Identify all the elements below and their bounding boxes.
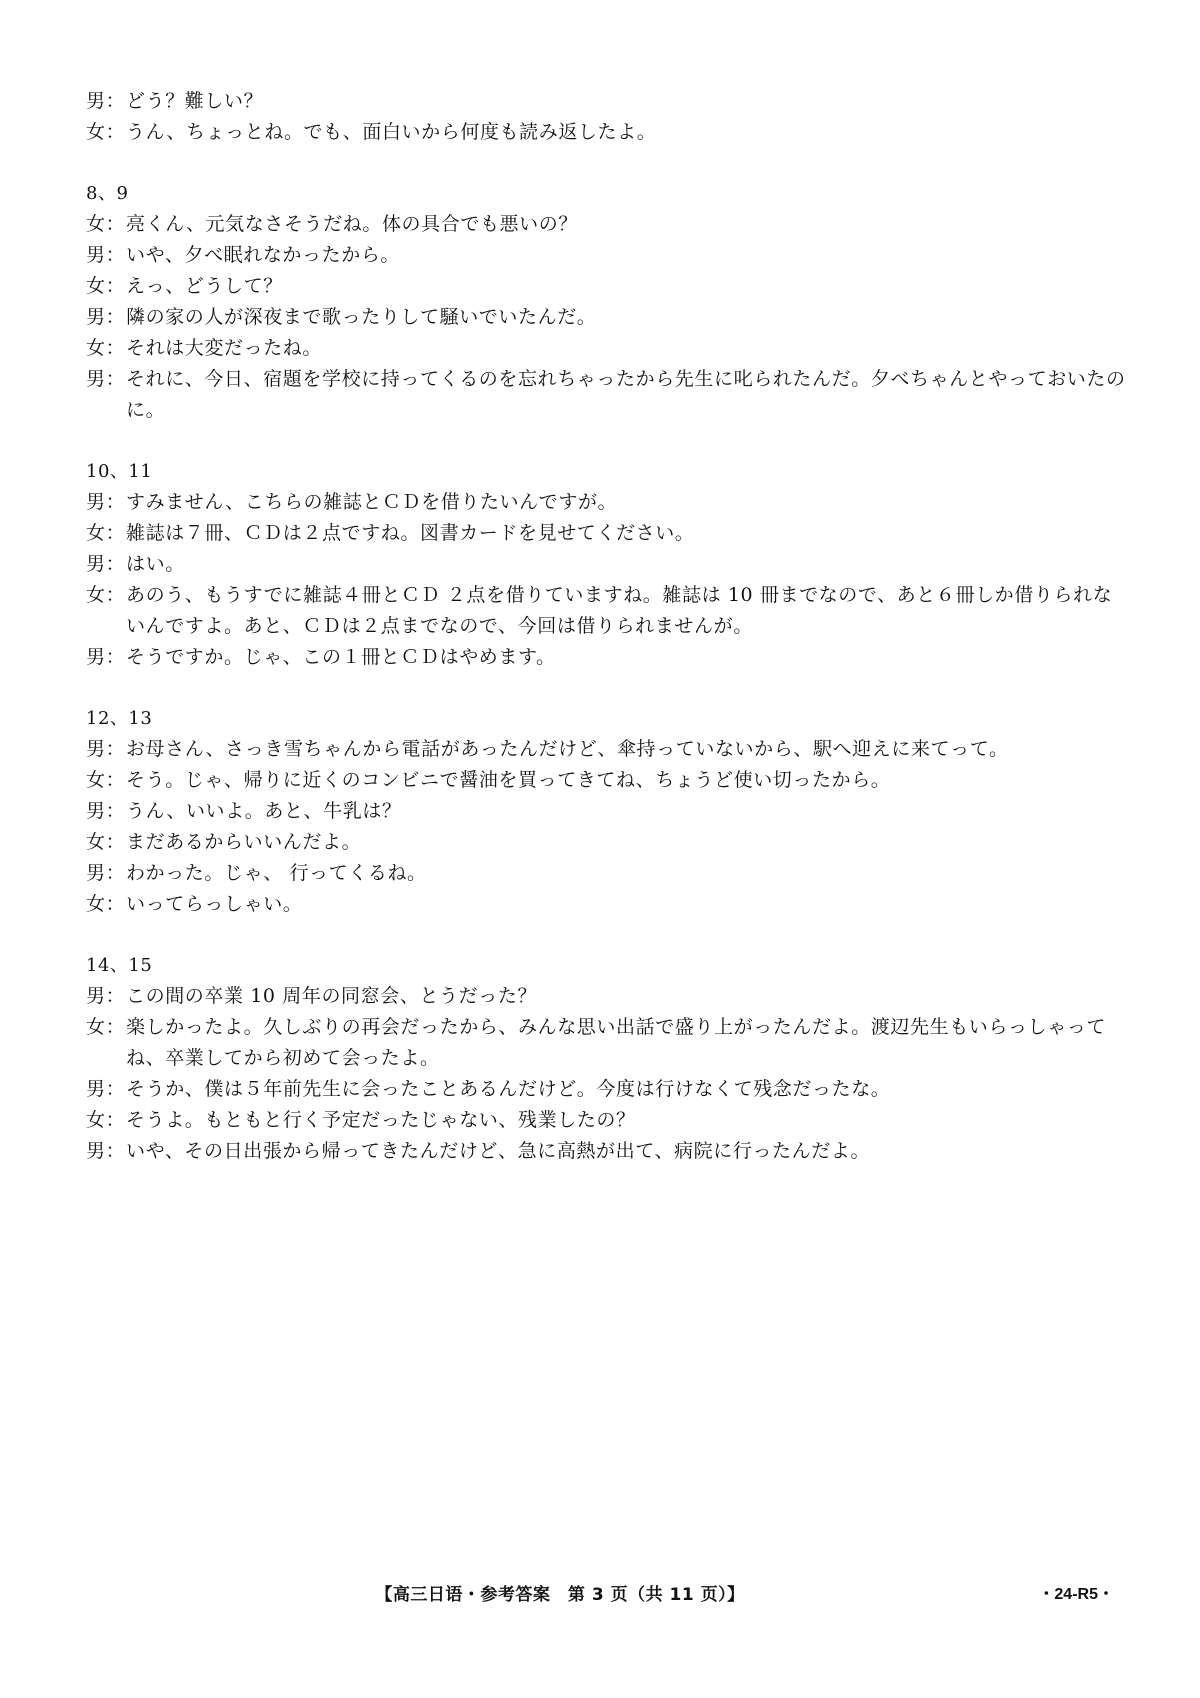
dialogue-line — [86, 240, 1126, 271]
dialogue-line — [86, 518, 1126, 549]
dialogue-text: 雑誌は７冊、ＣＤは２点ですね。図書カードを見せてください。 — [126, 522, 695, 544]
dialogue-line — [86, 1012, 1126, 1074]
dialogue-line — [86, 1105, 1126, 1136]
dialogue-line — [86, 1074, 1126, 1105]
speaker-label: 男： — [86, 90, 126, 112]
dialogue-text: いや、夕べ眠れなかったから。 — [126, 244, 401, 266]
dialogue-text: はい。 — [126, 553, 185, 575]
dialogue-section — [86, 703, 1126, 920]
speaker-label: 男： — [86, 646, 126, 668]
dialogue-text: わかった。じゃ、 行ってくるね。 — [126, 862, 427, 884]
dialogue-section — [86, 178, 1126, 426]
dialogue-line — [86, 302, 1126, 333]
dialogue-line — [86, 333, 1126, 364]
speaker-label: 男： — [86, 244, 126, 266]
section-number: 8、9 — [86, 183, 129, 204]
page-footer — [0, 1580, 1200, 1610]
dialogue-line — [86, 981, 1126, 1012]
dialogue-line — [86, 549, 1126, 580]
dialogue-section — [86, 950, 1126, 1167]
dialogue-text: いってらっしゃい。 — [126, 893, 303, 915]
dialogue-text: この間の卒業 10 周年の同窓会、とうだった？ — [126, 985, 538, 1007]
dialogue-text: えっ、どうして？ — [126, 275, 283, 297]
dialogue-line — [86, 642, 1126, 673]
section-number: 10、11 — [86, 461, 153, 482]
dialogue-text: お母さん、さっき雪ちゃんから電話があったんだけど、傘持っていないから、駅へ迎えに来てって。 — [126, 738, 1009, 760]
dialogue-text: 隣の家の人が深夜まで歌ったりして騒いでいたんだ。 — [126, 306, 597, 328]
dialogue-line — [86, 1136, 1126, 1167]
dialogue-text: どう？難しい？ — [126, 90, 264, 112]
section-number: 14、15 — [86, 955, 153, 976]
speaker-label: 男： — [86, 1078, 126, 1100]
speaker-label: 男： — [86, 738, 126, 760]
dialogue-line — [86, 86, 1126, 117]
dialogue-line — [86, 827, 1126, 858]
speaker-label: 女： — [86, 831, 126, 853]
dialogue-line — [86, 117, 1126, 148]
dialogue-text: うん、いいよ。あと、牛乳は？ — [126, 800, 402, 822]
dialogue-line — [86, 487, 1126, 518]
speaker-label: 女： — [86, 337, 126, 359]
speaker-label: 男： — [86, 368, 126, 390]
dialogue-text: そうか、僕は５年前先生に会ったことあるんだけど。今度は行けなくて残念だったな。 — [126, 1078, 891, 1100]
speaker-label: 男： — [86, 306, 126, 328]
speaker-label: 男： — [86, 491, 126, 513]
speaker-label: 男： — [86, 800, 126, 822]
dialogue-section — [86, 456, 1126, 673]
dialogue-line — [86, 889, 1126, 920]
dialogue-text: それに、今日、宿題を学校に持ってくるのを忘れちゃったから先生に叱られたんだ。夕べちゃんとやっておいたのに。 — [126, 368, 1126, 421]
speaker-label: 女： — [86, 522, 126, 544]
dialogue-text: 楽しかったよ。久しぶりの再会だったから、みんな思い出話で盛り上がったんだよ。渡辺先生もいらっしゃってね、卒業してから初めて会ったよ。 — [126, 1016, 1107, 1069]
dialogue-text: そうよ。もともと行く予定だったじゃない、残業したの？ — [126, 1109, 636, 1131]
dialogue-line — [86, 271, 1126, 302]
dialogue-line — [86, 580, 1126, 642]
dialogue-text: 亮くん、元気なさそうだね。体の具合でも悪いの？ — [126, 213, 578, 235]
dialogue-text: あのう、もうすでに雑誌４冊とＣＤ ２点を借りていますね。雑誌は 10 冊までなので、あと６冊しか借りられないんですよ。あと、ＣＤは２点までなので、今回は借りられませんが。 — [126, 584, 1113, 637]
speaker-label: 男： — [86, 553, 126, 575]
footer-page-info: 【高三日语・参考答案 第 3 页（共 11 页）】 — [375, 1585, 745, 1605]
dialogue-text: いや、その日出張から帰ってきたんだけど、急に高熱が出て、病院に行ったんだよ。 — [126, 1140, 871, 1162]
speaker-label: 女： — [86, 1109, 126, 1131]
dialogue-line — [86, 364, 1126, 426]
dialogue-line — [86, 858, 1126, 889]
document-body — [86, 86, 1126, 1197]
speaker-label: 男： — [86, 1140, 126, 1162]
dialogue-text: それは大変だったね。 — [126, 337, 323, 359]
speaker-label: 女： — [86, 1016, 126, 1038]
dialogue-text: そう。じゃ、帰りに近くのコンビニで醤油を買ってきてね、ちょうど使い切ったから。 — [126, 769, 891, 791]
dialogue-text: まだあるからいいんだよ。 — [126, 831, 362, 853]
speaker-label: 女： — [86, 275, 126, 297]
dialogue-line — [86, 734, 1126, 765]
dialogue-text: うん、ちょっとね。でも、面白いから何度も読み返したよ。 — [126, 121, 657, 143]
dialogue-text: そうですか。じゃ、この１冊とＣＤはやめます。 — [126, 646, 556, 668]
speaker-label: 女： — [86, 584, 126, 606]
speaker-label: 女： — [86, 893, 126, 915]
dialogue-text: すみません、こちらの雑誌とＣＤを借りたいんですが。 — [126, 491, 618, 513]
speaker-label: 男： — [86, 862, 126, 884]
speaker-label: 女： — [86, 769, 126, 791]
dialogue-line — [86, 765, 1126, 796]
section-number: 12、13 — [86, 708, 153, 729]
speaker-label: 女： — [86, 213, 126, 235]
footer-code: ・24-R5・ — [1038, 1586, 1114, 1603]
speaker-label: 女： — [86, 121, 126, 143]
speaker-label: 男： — [86, 985, 126, 1007]
dialogue-line — [86, 796, 1126, 827]
dialogue-section — [86, 86, 1126, 148]
dialogue-line — [86, 209, 1126, 240]
